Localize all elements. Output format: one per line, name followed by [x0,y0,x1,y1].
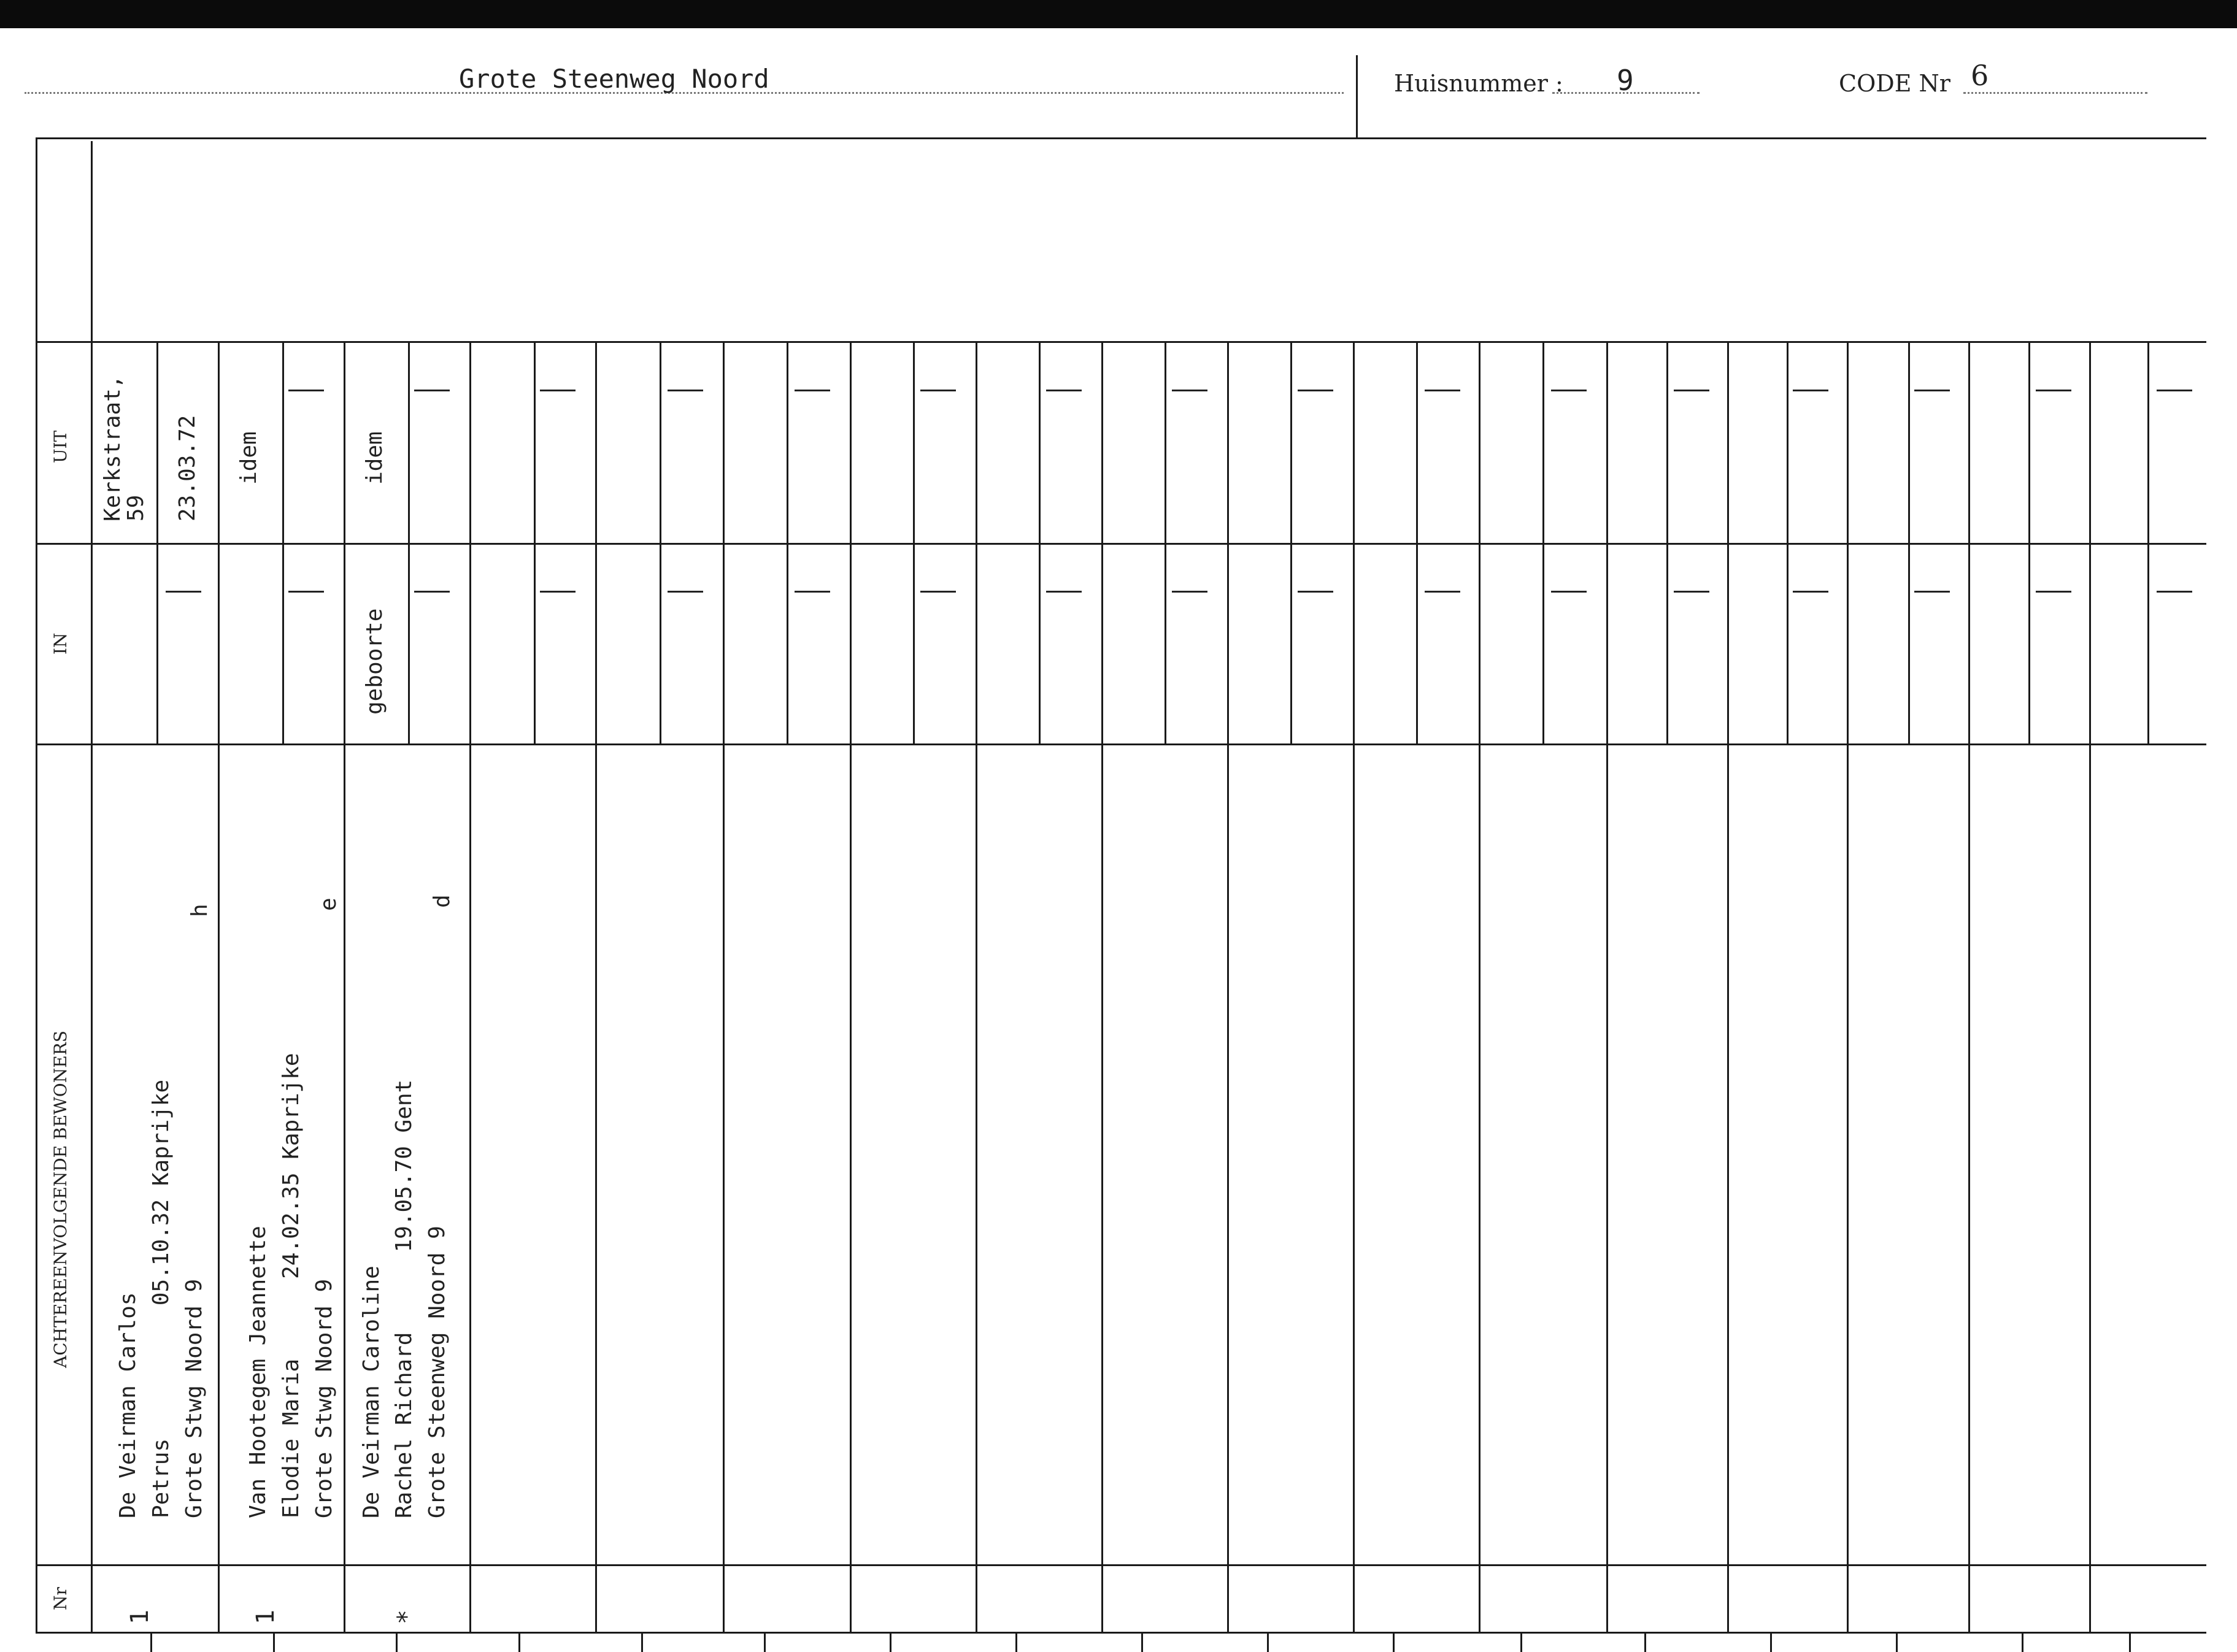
in-reason: geboorte [362,608,387,715]
bottom-tick [641,1634,643,1652]
empty-dash [1298,390,1333,391]
sub-column-divider [2147,341,2149,743]
resident-name-line: De Veirman Caroline [359,1266,384,1518]
resident-mark: e [316,897,341,911]
bottom-tick [764,1634,766,1652]
column-divider [469,341,471,1632]
top-scan-border [0,0,2237,28]
empty-dash [2036,390,2071,391]
bottom-tick [1896,1634,1898,1652]
empty-dash [166,591,201,593]
empty-dash [668,390,703,391]
code-value: 6 [1971,59,1989,92]
empty-dash [795,591,830,593]
bottom-tick [1141,1634,1143,1652]
bottom-tick [1644,1634,1646,1652]
empty-dash [1551,591,1587,593]
empty-dash [2036,591,2071,593]
bottom-tick [1267,1634,1269,1652]
column-divider [976,341,977,1632]
empty-dash [1914,390,1950,391]
empty-dash [1046,390,1082,391]
empty-dash [1172,591,1207,593]
code-dotted-line [1963,92,2147,94]
empty-dash [920,390,956,391]
sub-column-divider [1787,341,1788,743]
resident-name-line: De Veirman Carlos [115,1292,141,1518]
code-label: CODE Nr [1839,70,1950,97]
column-divider [1479,341,1480,1632]
empty-dash [1172,390,1207,391]
uit-place: idem [236,431,261,485]
column-divider [1606,341,1608,1632]
column-divider [1227,341,1229,1632]
resident-address-line: Grote Steenweg Noord 9 [425,1226,450,1518]
empty-dash [1674,390,1709,391]
sub-column-divider [1039,341,1041,743]
uit-place: idem [362,431,387,485]
column-divider [344,341,345,1632]
bottom-tick [150,1634,152,1652]
resident-nr: 1 [126,1609,154,1624]
empty-dash [1551,390,1587,391]
resident-nr: * [393,1609,421,1624]
bottom-tick [518,1634,520,1652]
in-label: IN [50,632,71,655]
empty-dash [1674,591,1709,593]
empty-dash [540,591,576,593]
column-divider [595,341,597,1632]
column-divider [1968,341,1970,1632]
sub-column-divider [2028,341,2030,743]
row-divider-uit [36,341,2206,343]
sub-column-divider [787,341,788,743]
resident-birth-line: Rachel Richard 19.05.70 Gent [391,1079,417,1518]
bottom-tick [273,1634,275,1652]
column-divider [1353,341,1355,1632]
empty-dash [1425,591,1460,593]
empty-dash [288,591,324,593]
resident-name-line: Van Hootegem Jeannette [245,1226,271,1518]
bottom-tick [1393,1634,1395,1652]
sub-column-divider [1290,341,1292,743]
column-divider [218,341,220,1632]
resident-birth-line: Petrus 05.10.32 Kaprijke [148,1079,174,1518]
nr-label: Nr [50,1587,71,1610]
bottom-tick [1770,1634,1772,1652]
column-divider [850,341,852,1632]
street-name: Grote Steenweg Noord [459,64,769,94]
empty-dash [414,591,450,593]
bottom-tick [1015,1634,1017,1652]
sub-column-divider [1666,341,1668,743]
bottom-tick [2129,1634,2131,1652]
uit-place: Kerkstraat, 59 [100,375,148,521]
column-divider [2089,341,2091,1632]
bewoners-label: ACHTEREENVOLGENDE BEWONERS [50,1031,71,1368]
sub-column-divider [1416,341,1418,743]
resident-birth-line: Elodie Maria 24.02.35 Kaprijke [279,1053,304,1518]
empty-dash [920,591,956,593]
uit-date: 23.03.72 [175,415,200,521]
frame-bottom [36,1632,2206,1634]
sub-column-divider [534,341,536,743]
bottom-tick [1520,1634,1522,1652]
frame-left [36,137,37,1632]
bottom-tick [396,1634,398,1652]
label-column-divider [91,141,93,1632]
empty-dash [414,390,450,391]
empty-dash [2157,390,2192,391]
sub-column-divider [660,341,661,743]
sub-column-divider [1542,341,1544,743]
column-divider [723,341,725,1632]
empty-dash [288,390,324,391]
bottom-tick [2022,1634,2023,1652]
house-number-value: 9 [1617,64,1634,97]
empty-dash [540,390,576,391]
empty-dash [2157,591,2192,593]
sub-column-divider [913,341,915,743]
row-divider-nr [36,1564,2206,1566]
empty-dash [1793,591,1828,593]
column-divider [1727,341,1729,1632]
resident-address-line: Grote Stwg Noord 9 [182,1278,207,1518]
frame-top [36,137,2206,139]
resident-nr: 1 [252,1609,280,1624]
row-divider-bewoners [36,743,2206,745]
column-divider [1101,341,1103,1632]
empty-dash [1046,591,1082,593]
sub-column-divider [156,341,158,743]
sub-column-divider [408,341,410,743]
empty-dash [668,591,703,593]
resident-mark: d [429,894,455,908]
uit-label: UIT [50,430,71,463]
header-divider [1356,55,1358,138]
sub-column-divider [1165,341,1166,743]
empty-dash [1914,591,1950,593]
row-divider-in [36,543,2206,545]
bottom-tick [890,1634,891,1652]
column-divider [1847,341,1849,1632]
house-number-label: Huisnummer : [1394,70,1563,97]
empty-dash [1793,390,1828,391]
sub-column-divider [1908,341,1910,743]
resident-mark: h [187,904,212,917]
empty-dash [1298,591,1333,593]
empty-dash [795,390,830,391]
empty-dash [1425,390,1460,391]
sub-column-divider [282,341,284,743]
resident-address-line: Grote Stwg Noord 9 [312,1278,337,1518]
